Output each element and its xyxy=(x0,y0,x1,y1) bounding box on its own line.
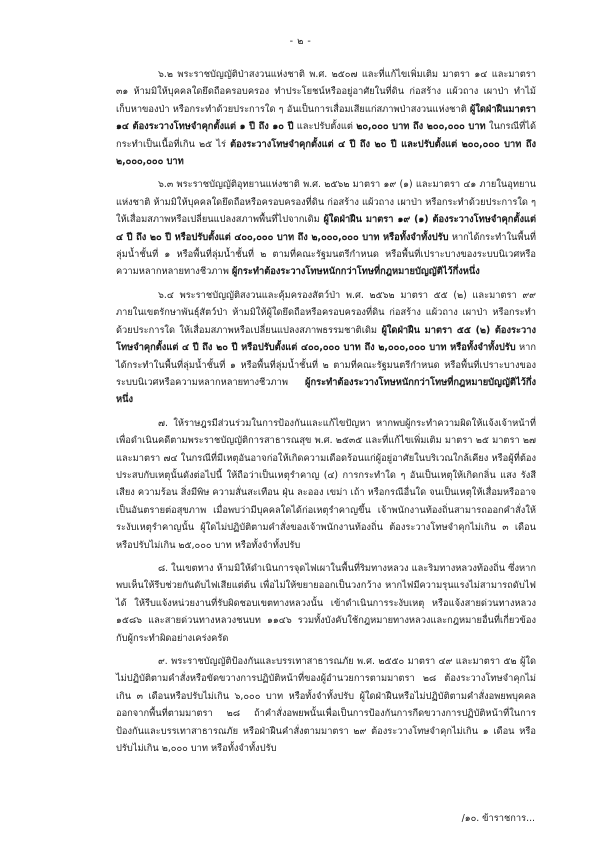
paragraph-text: หากได้กระทำในพื้นที่ลุ่มน้ำชั้นที่ ๑ หรือพื้นที่ลุ่มน้ำชั้นที่ ๒ ตามที่คณะรัฐมนตรีกำหนด หรือพื้นที่เปราะบางของระบบนิเวศหรือความหลากหลายทางชีวภาพ xyxy=(116,231,536,278)
penalty-text: ผู้ใดฝ่าฝืนมาตรา ๑๔ ต้องระวางโทษจำคุกตั้งแต่ ๑ ปี ถึง ๑๐ ปี xyxy=(116,103,536,133)
paragraph-text: ๖.๔ พระราชบัญญัติสงวนและคุ้มครองสัตว์ป่า พ.ศ. ๒๕๖๒ มาตรา ๕๕ (๒) และมาตรา ๙๙ ภายในเขตรักษาพันธุ์สัตว์ป่า ห้ามมิให้ผู้ใดยึดถือหรือครอบครองที่ดิน ก่อสร้าง แผ้วถาง เผาป่า หรือกระทำด้วยประการใด ให้เสื่อมสภาพหรือเปลี่ยนแปลงสภาพธรรมชาติเดิม xyxy=(116,289,536,336)
paragraph-text: ๖.๓ พระราชบัญญัติอุทยานแห่งชาติ พ.ศ. ๒๕๖๒ มาตรา ๑๙ (๑) และมาตรา ๔๑ ภายในอุทยานแห่งชาติ ห้ามมิให้บุคคลใดยึดถือหรือครอบครองที่ดิน ก่อสร้าง แผ้วถาง เผาป่า หรือกระทำด้วยประการใด ๆ ให้เสื่อมสภาพหรือเปลี่ยนแปลงสภาพพื้นที่ไปจากเดิม xyxy=(116,179,536,226)
paragraph-7 xyxy=(116,415,536,554)
paragraph-6-3 xyxy=(116,176,536,280)
penalty-text: ต้องระวางโทษจำคุกตั้งแต่ ๔ ปี ถึง ๒๐ ปี และปรับตั้งแต่ ๒๐๐,๐๐๐ บาท ถึง ๒,๐๐๐,๐๐๐ บาท xyxy=(116,138,536,168)
paragraph-text: ๖.๒ พระราชบัญญัติป่าสงวนแห่งชาติ พ.ศ. ๒๕๐๗ และที่แก้ไขเพิ่มเติม มาตรา ๑๔ และมาตรา ๓๑ ห้ามมิให้บุคคลใดยึดถือครอบครอง ทำประโยชน์หรืออยู่อาศัยในที่ดิน ก่อสร้าง แผ้วถาง เผาป่า ทำไม้ เก็บหาของป่า หรือกระทำด้วยประการใด ๆ อันเป็นการเสื่อมเสียแก่สภาพป่าสงวนแห่งชาติ xyxy=(116,69,536,115)
paragraph-text: ๘. ในเขตทาง ห้ามมิให้ดำเนินการจุดไฟเผาในพื้นที่ริมทางหลวง และริมทางหลวงท้องถิ่น ซึ่งหากพบเห็นให้รีบช่วยกันดับไฟเสียแต่ต้น เพื่อไม่ให้ขยายออกเป็นวงกว้าง หากไฟมีความรุนแรงไม่สามารถดับไฟได้ ให้รีบแจ้งหน่วยงานที่รับผิดชอบเขตทางหลวงนั้น เข้าดำเนินการระงับเหตุ หรือแจ้งสายด่วนทางหลวง ๑๕๘๖ และสายด่วนทางหลวงชนบท ๑๑๔๖ รวมทั้งบังคับใช้กฎหมายทางหลวงและกฎหมายอื่นที่เกี่ยวข้องกับผู้กระทำผิดอย่างเคร่งครัด xyxy=(116,562,536,644)
page-number: - ๒ - xyxy=(289,36,312,47)
paragraph-text: ในกรณีที่ได้กระทำเป็นเนื้อที่เกิน ๒๕ ไร่ xyxy=(116,121,536,150)
paragraph-6-4 xyxy=(116,287,536,409)
paragraph-text: ๗. ให้ราษฎรมีส่วนร่วมในการป้องกันและแก้ไขปัญหา หากพบผู้กระทำความผิดให้แจ้งเจ้าหน้าที่ เพื่อดำเนินคดีตามพระราชบัญญัติการสาธารณสุข พ.ศ. ๒๕๓๕ และที่แก้ไขเพิ่มเติม มาตรา ๒๕ มาตรา ๒๗ และมาตรา ๗๔ ในกรณีที่มีเหตุอันอาจก่อให้เกิดความเดือดร้อนแก่ผู้อยู่อาศัยในบริเวณใกล้เคียง หรือผู้ที่ต้องประสบกับเหตุนั้นดังต่อไปนี้ ให้ถือว่าเป็นเหตุรำคาญ (๔) การกระทำใด ๆ อันเป็นเหตุให้เกิดกลิ่น แสง รังสี เสียง ความร้อน สิ่งมีพิษ ความสั่นสะเทือน ฝุ่น ละออง เขม่า เถ้า หรือกรณีอื่นใด จนเป็นเหตุให้เสื่อมหรืออาจเป็นอันตรายต่อสุขภาพ เมื่อพบว่ามีบุคคลใดได้ก่อเหตุรำคาญขึ้น เจ้าพนักงานท้องถิ่นสามารถออกคำสั่งให้ระงับเหตุรำคาญนั้น ผู้ใดไม่ปฏิบัติตามคำสั่งของเจ้าพนักงานท้องถิ่น ต้องระวางโทษจำคุกไม่เกิน ๓ เดือน หรือปรับไม่เกิน ๒๕,๐๐๐ บาท หรือทั้งจำทั้งปรับ xyxy=(116,417,536,551)
penalty-text: ๒๐,๐๐๐ บาท ถึง ๒๐๐,๐๐๐ บาท xyxy=(356,121,486,133)
paragraph-text: ๙. พระราชบัญญัติป้องกันและบรรเทาสาธารณภัย พ.ศ. ๒๕๕๐ มาตรา ๔๙ และมาตรา ๕๒ ผู้ใดไม่ปฏิบัติตามคำสั่งหรือขัดขวางการปฏิบัติหน้าที่ของผู้อำนวยการตามมาตรา ๒๘ ต้องระวางโทษจำคุกไม่เกิน ๓ เดือนหรือปรับไม่เกิน ๖,๐๐๐ บาท หรือทั้งจำทั้งปรับ ผู้ใดฝ่าฝืนหรือไม่ปฏิบัติตามคำสั่งอพยพบุคคลออกจากพื้นที่ตามมาตรา ๒๘ ถ้าคำสั่งอพยพนั้นเพื่อเป็นการป้องกันการกีดขวางการปฏิบัติหน้าที่ในการป้องกันและบรรเทาสาธารณภัย หรือฝ่าฝืนคำสั่งตามมาตรา ๒๙ ต้องระวางโทษจำคุกไม่เกิน ๑ เดือน หรือปรับไม่เกิน ๒,๐๐๐ บาท หรือทั้งจำทั้งปรับ xyxy=(116,656,536,755)
paragraph-9 xyxy=(116,653,536,757)
continuation-footer: /๑๐. ข้าราชการ... xyxy=(461,813,535,824)
penalty-text: ผู้ใดฝ่าฝืน มาตรา ๑๙ (๑) ต้องระวางโทษจำคุกตั้งแต่ ๔ ปี ถึง ๒๐ ปี หรือปรับตั้งแต่ ๔๐๐,๐๐๐ บาท ถึง ๒,๐๐๐,๐๐๐ บาท หรือทั้งจำทั้งปรับ xyxy=(116,214,537,243)
penalty-text: ผู้กระทำต้องระวางโทษหนักกว่าโทษที่กฎหมายบัญญัติไว้กึ่งหนึ่ง xyxy=(116,376,536,406)
penalty-text: ผู้ใดฝ่าฝืน มาตรา ๕๕ (๒) ต้องระวางโทษจำคุกตั้งแต่ ๔ ปี ถึง ๒๐ ปี หรือปรับตั้งแต่ ๔๐๐,๐๐๐ บาท ถึง ๒,๐๐๐,๐๐๐ บาท หรือทั้งจำทั้งปรับ xyxy=(116,324,537,354)
paragraph-6-2 xyxy=(116,66,536,170)
paragraph-8 xyxy=(116,560,536,647)
penalty-text: ผู้กระทำต้องระวางโทษหนักกว่าโทษที่กฎหมายบัญญัติไว้กึ่งหนึ่ง xyxy=(231,266,480,278)
paragraph-text: และปรับตั้งแต่ xyxy=(293,121,357,133)
document-body xyxy=(116,66,536,763)
paragraph-text: หากได้กระทำในพื้นที่ลุ่มน้ำชั้นที่ ๑ หรือพื้นที่ลุ่มน้ำชั้นที่ ๒ ตามที่คณะรัฐมนตรีกำหนด หรือพื้นที่เปราะบางของระบบนิเวศหรือความหลากหลายทางชีวภาพ xyxy=(116,342,537,388)
